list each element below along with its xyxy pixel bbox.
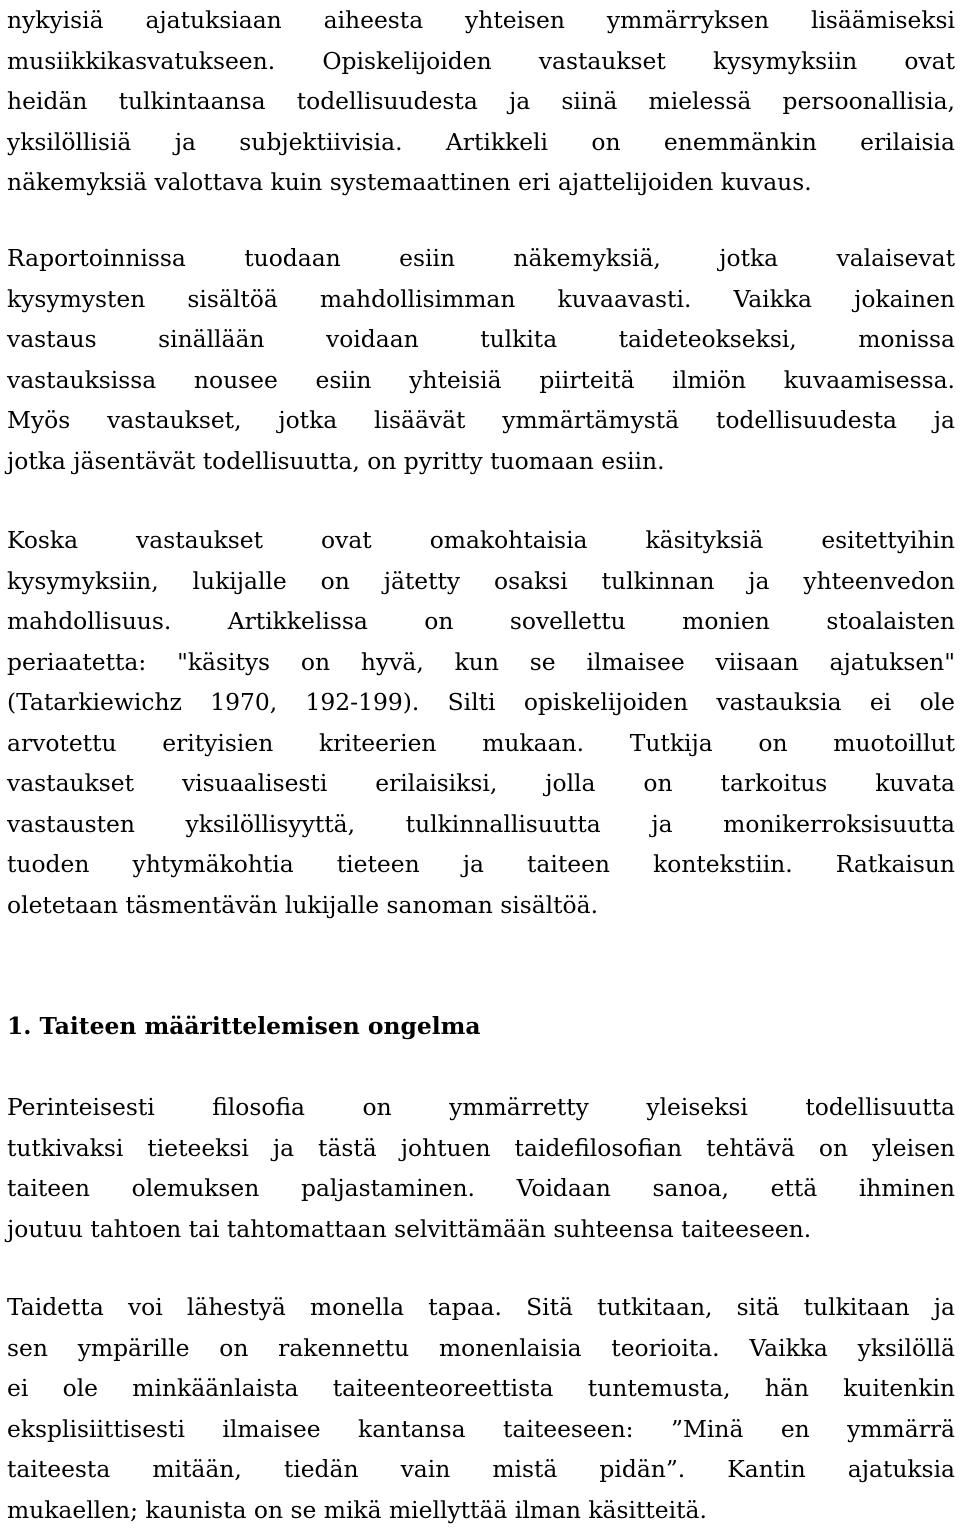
paragraph-interpretation [7, 520, 955, 925]
text-line: eksplisiittisesti ilmaisee kantansa taiteeseen: ”Minä en ymmärrä [7, 1409, 955, 1450]
text-line: taiteen olemuksen paljastaminen. Voidaan sanoa, että ihminen [7, 1168, 955, 1209]
text-line: tuoden yhtymäkohtia tieteen ja taiteen kontekstiin. Ratkaisun [7, 844, 955, 885]
text-line: nykyisiä ajatuksiaan aiheesta yhteisen ymmärryksen lisäämiseksi [7, 0, 955, 41]
text-line: Perinteisesti filosofia on ymmärretty yleiseksi todellisuutta [7, 1087, 955, 1128]
text-line: Myös vastaukset, jotka lisäävät ymmärtämystä todellisuudesta ja [7, 400, 955, 441]
paragraph-intro-continuation [7, 0, 955, 203]
text-line: vastausten yksilöllisyyttä, tulkinnallisuutta ja monikerroksisuutta [7, 804, 955, 845]
text-line: kysymyksiin, lukijalle on jätetty osaksi tulkinnan ja yhteenvedon [7, 561, 955, 602]
text-line: (Tatarkiewichz 1970, 192-199). Silti opiskelijoiden vastauksia ei ole [7, 682, 955, 723]
text-line: sen ympärille on rakennettu monenlaisia teorioita. Vaikka yksilöllä [7, 1328, 955, 1369]
text-line: Koska vastaukset ovat omakohtaisia käsityksiä esitettyihin [7, 520, 955, 561]
text-line: mukaellen; kaunista on se mikä miellyttää ilman käsitteitä. [7, 1490, 955, 1530]
text-line: taiteesta mitään, tiedän vain mistä pidän”. Kantin ajatuksia [7, 1449, 955, 1490]
paragraph-approaching-art [7, 1287, 955, 1530]
text-line: vastauksissa nousee esiin yhteisiä piirteitä ilmiön kuvaamisessa. [7, 360, 955, 401]
text-line: jotka jäsentävät todellisuutta, on pyritty tuomaan esiin. [7, 441, 955, 482]
text-line: Raportoinnissa tuodaan esiin näkemyksiä, jotka valaisevat [7, 238, 955, 279]
text-line: oletetaan täsmentävän lukijalle sanoman sisältöä. [7, 885, 955, 926]
text-line: arvotettu erityisien kriteerien mukaan. Tutkija on muotoillut [7, 723, 955, 764]
text-line: Taidetta voi lähestyä monella tapaa. Sitä tutkitaan, sitä tulkitaan ja [7, 1287, 955, 1328]
text-line: joutuu tahtoen tai tahtomattaan selvittämään suhteensa taiteeseen. [7, 1209, 955, 1250]
text-line: tutkivaksi tieteeksi ja tästä johtuen taidefilosofian tehtävä on yleisen [7, 1128, 955, 1169]
text-line: näkemyksiä valottava kuin systemaattinen eri ajattelijoiden kuvaus. [7, 162, 955, 203]
paragraph-reporting [7, 238, 955, 481]
text-line: periaatetta: "käsitys on hyvä, kun se ilmaisee viisaan ajatuksen" [7, 642, 955, 683]
text-line: vastaus sinällään voidaan tulkita taideteokseksi, monissa [7, 319, 955, 360]
text-line: vastaukset visuaalisesti erilaisiksi, jolla on tarkoitus kuvata [7, 763, 955, 804]
section-heading-text: 1. Taiteen määrittelemisen ongelma [7, 1006, 955, 1047]
text-line: kysymysten sisältöä mahdollisimman kuvaavasti. Vaikka jokainen [7, 279, 955, 320]
section-heading [7, 1006, 955, 1047]
text-line: mahdollisuus. Artikkelissa on sovellettu monien stoalaisten [7, 601, 955, 642]
paragraph-philosophy [7, 1087, 955, 1249]
text-line: yksilöllisiä ja subjektiivisia. Artikkeli on enemmänkin erilaisia [7, 122, 955, 163]
text-line: heidän tulkintaansa todellisuudesta ja siinä mielessä persoonallisia, [7, 81, 955, 122]
text-line: ei ole minkäänlaista taiteenteoreettista tuntemusta, hän kuitenkin [7, 1368, 955, 1409]
text-line: musiikkikasvatukseen. Opiskelijoiden vastaukset kysymyksiin ovat [7, 41, 955, 82]
